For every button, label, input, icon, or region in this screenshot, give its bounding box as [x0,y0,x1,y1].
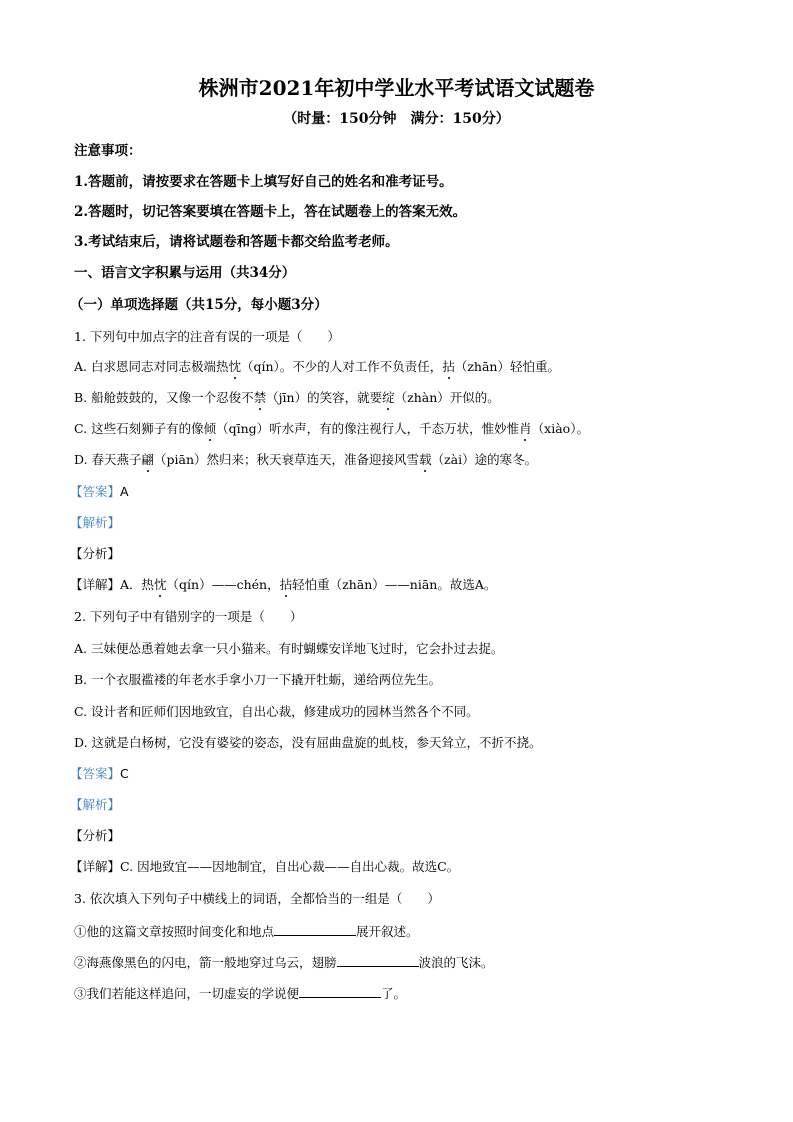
q2-option-d: D. 这就是白杨树，它没有婆娑的姿态，没有屈曲盘旋的虬枝，参天耸立，不折不挠。 [74,735,542,750]
q2-fenxi-label: 【分析】 [70,828,121,843]
text: ②海燕像黑色的闪电，箭一般地穿过乌云，翅膀 [74,955,337,970]
q1-option-b [74,389,500,407]
q1-fenxi-label: 【分析】 [70,546,121,561]
dotted-char: 禁 [253,390,267,405]
text: 了。 [381,986,407,1001]
q3-sentence-3 [74,983,406,1003]
q3-stem: 3. 依次填入下列句子中横线上的词语，全都恰当的一组是（ ） [74,891,440,906]
dotted-char: 忱 [154,577,167,592]
answer-label: 【答案】 [70,766,121,781]
text: ①他的这篇文章按照时间变化和地点 [74,924,275,939]
dotted-char: 载 [419,452,432,467]
q1-detail [70,576,496,594]
q2-option-c: C. 设计者和匠师们因地致宜，自出心裁，修建成功的园林当然各个不同。 [74,704,479,719]
q2-analysis-label: 【解析】 [70,797,121,812]
exam-title: 株洲市2021年初中学业水平考试语文试题卷 [198,76,595,100]
q2-detail: 【详解】C. 因地致宜——因地制宜，自出心裁——自出心裁。故选C。 [70,859,460,874]
notice-item: 2.答题时，切记答案要填在答题卡上，答在试题卷上的答案无效。 [74,204,467,220]
notice-heading: 注意事项： [74,143,142,159]
text: ③我们若能这样追问，一切虚妄的学说便 [74,986,300,1001]
q1-option-a [74,358,560,376]
text: 展开叙述。 [356,924,419,939]
text: （jīn）的笑容，就要 [266,390,383,405]
notice-item: 3.考试结束后，请将试题卷和答题卡都交给监考老师。 [74,234,399,250]
dotted-char: 倾 [203,421,217,436]
text: 轻怕重（zhān）——niān。故选A。 [292,577,497,592]
text: 波浪的飞沫。 [418,955,494,970]
answer-value: A [120,484,129,499]
notice-item: 1.答题前，请按要求在答题卡上填写好自己的姓名和准考证号。 [74,174,453,190]
section-heading: 一、语言文字积累与运用（共34分） [74,265,296,281]
text: （piān）然归来；秋天衰草连天，准备迎接风雪 [154,452,420,467]
text: （zhān）轻怕重。 [454,359,560,374]
text: B. 船舱鼓鼓的，又像一个忍俊不 [74,390,254,405]
answer-value: C [120,766,129,781]
q1-stem: 1. 下列句中加点字的注音有误的一项是（ ） [74,329,340,344]
q1-analysis-label: 【解析】 [70,515,121,530]
q1-option-c [74,420,589,438]
part-heading: （一）单项选择题（共15分，每小题3分） [70,297,328,313]
text: （qín）——chén， [166,577,280,592]
dotted-char: 拈 [442,359,455,374]
text: 【详解】A．热 [70,577,155,592]
q2-answer [70,765,129,783]
fill-blank [299,983,381,998]
exam-subtitle: （时量：150分钟 满分：150分） [283,111,510,127]
dotted-char: 绽 [382,390,395,405]
q2-option-a: A. 三妹便怂恿着她去拿一只小猫来。有时蝴蝶安详地飞过时，它会扑过去捉。 [74,641,504,656]
q1-answer [70,483,129,501]
text: （zhàn）开似的。 [394,390,500,405]
dotted-char: 翩 [141,452,155,467]
q3-sentence-1 [74,921,419,941]
q3-sentence-2 [74,952,494,972]
text: （zài）途的寒冬。 [431,452,538,467]
q1-option-d [74,451,537,469]
text: （xiào）。 [531,421,589,436]
dotted-char: 肖 [519,421,532,436]
dotted-char: 忱 [228,359,241,374]
text: C. 这些石刻狮子有的像 [74,421,204,436]
text: （qín）。不少的人对工作不负责任， [241,359,443,374]
q2-option-b: B. 一个衣服褴褛的年老水手拿小刀一下撬开牡蛎，递给两位先生。 [74,672,442,687]
q2-stem: 2. 下列句子中有错别字的一项是（ ） [74,609,303,624]
text: D. 春天燕子 [74,452,142,467]
fill-blank [337,952,419,967]
fill-blank [274,921,356,936]
text: A. 白求恩同志对同志极端热 [74,359,229,374]
text: （qīng）听水声，有的像注视行人，千态万状，惟妙惟 [216,421,520,436]
dotted-char: 拈 [279,577,293,592]
answer-label: 【答案】 [70,484,121,499]
